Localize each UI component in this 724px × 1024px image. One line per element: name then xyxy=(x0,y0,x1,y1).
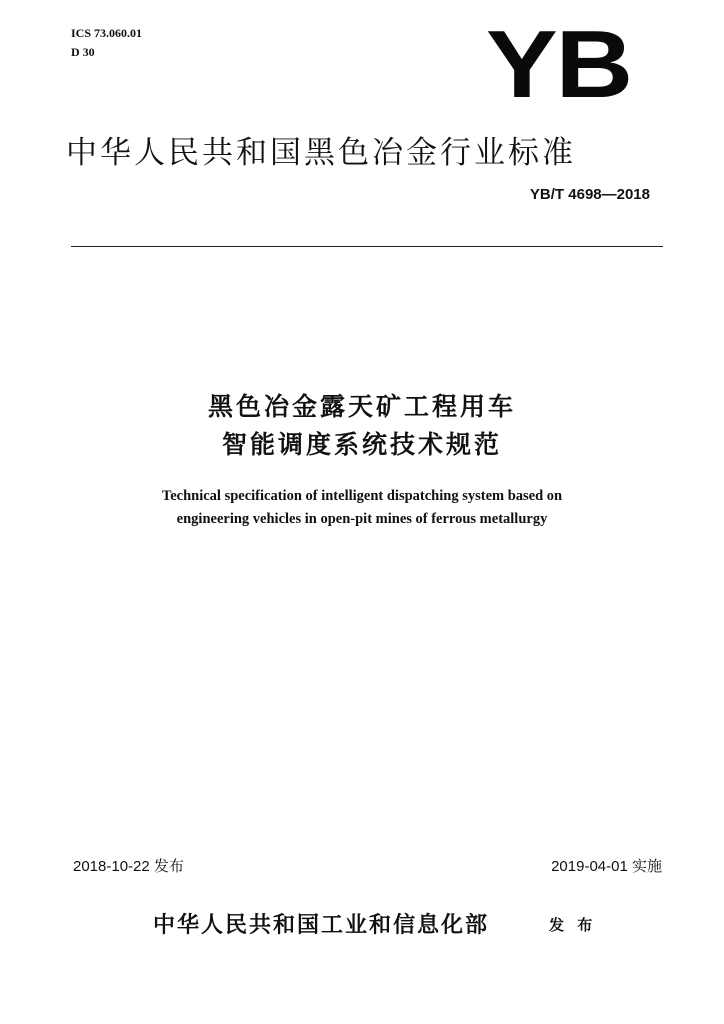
issue-date: 2018-10-22 发布 xyxy=(73,858,184,875)
ics-code: ICS 73.060.01 xyxy=(71,26,143,40)
standard-code: YB/T 4698—2018 xyxy=(529,186,650,203)
header-divider xyxy=(71,246,663,247)
ccs-code: D 30 xyxy=(71,45,95,59)
english-title-line-1: Technical specification of intelligent dispatching system based on xyxy=(161,488,563,504)
english-title-line-2: engineering vehicles in open-pit mines of ferrous metallurgy xyxy=(176,511,548,527)
chinese-title-line-2: 智能调度系统技术规范 xyxy=(221,430,502,459)
issuing-authority: 中华人民共和国工业和信息化部 xyxy=(153,912,490,938)
chinese-title-line-1: 黑色冶金露天矿工程用车 xyxy=(207,392,516,421)
implementation-date: 2019-04-01 实施 xyxy=(551,858,662,875)
yb-logo: YB xyxy=(486,11,631,118)
standard-organization-title: 中华人民共和国黑色冶金行业标准 xyxy=(66,135,576,171)
issue-action-label: 发 布 xyxy=(549,916,597,934)
